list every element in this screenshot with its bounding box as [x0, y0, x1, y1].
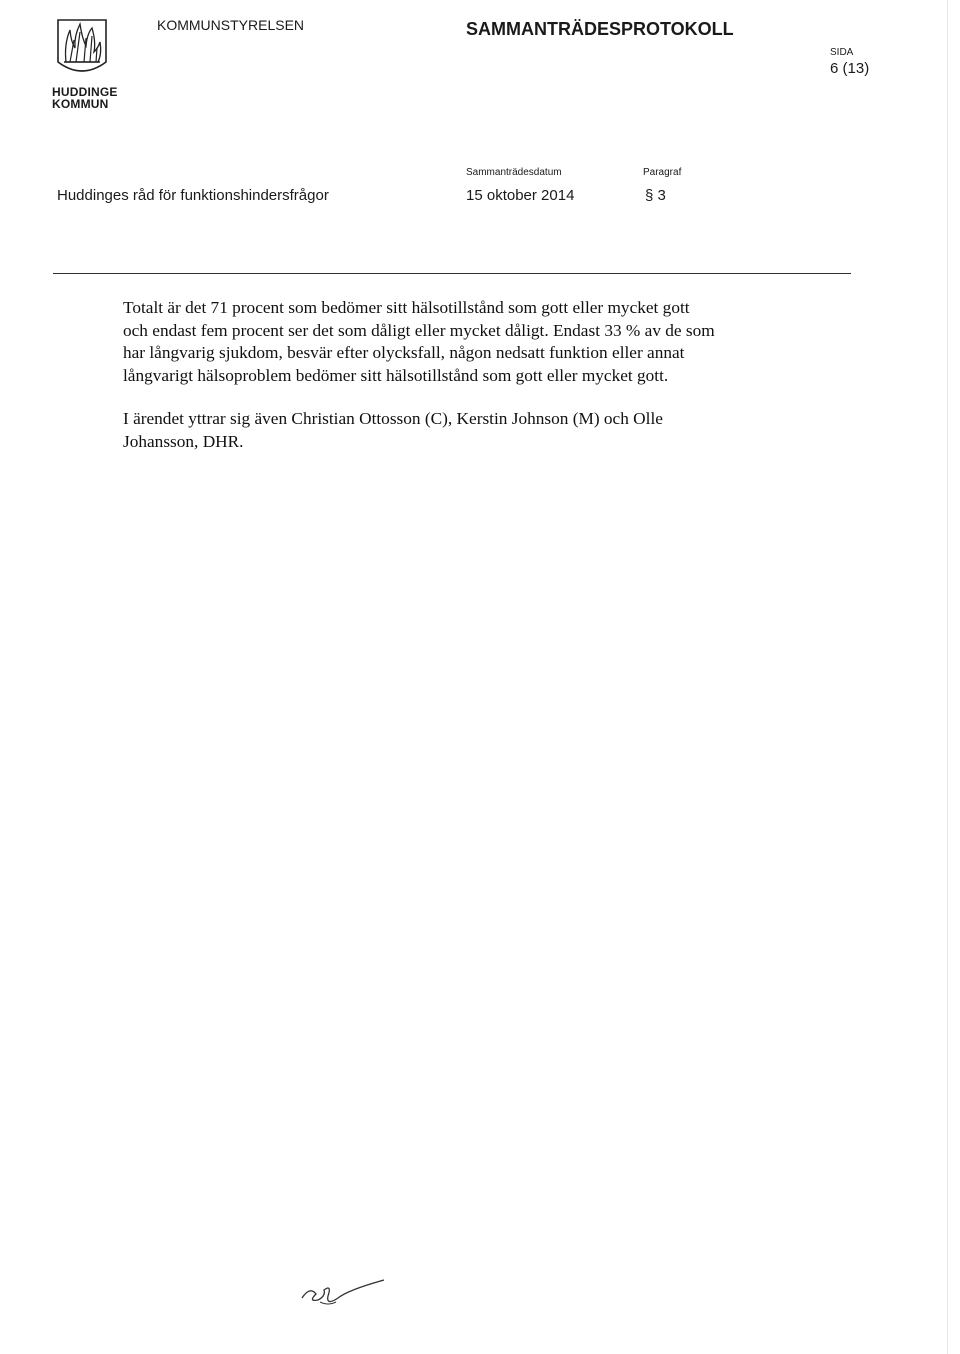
body-line: långvarigt hälsoproblem bedömer sitt hälsotillstånd som gott eller mycket gott.	[123, 365, 669, 385]
committee-name: Huddinges råd för funktionshindersfrågor	[57, 187, 329, 204]
meeting-date-value: 15 oktober 2014	[466, 187, 575, 204]
body-paragraph-2	[123, 408, 803, 453]
page-label: SIDA	[830, 47, 854, 58]
body-line: har långvarig sjukdom, besvär efter olycksfall, någon nedsatt funktion eller annat	[123, 343, 685, 362]
municipality-logo	[56, 18, 108, 80]
handwritten-initials-signature	[298, 1272, 388, 1312]
logo-wordmark	[52, 86, 118, 110]
logo-text-line2: KOMMUN	[52, 97, 109, 111]
body-line: Totalt är det 71 procent som bedömer sitt hälsotillstånd som gott eller mycket gott	[123, 298, 690, 317]
document-type-title: SAMMANTRÄDESPROTOKOLL	[466, 19, 734, 39]
flame-crest-icon	[56, 18, 108, 80]
meeting-date-label: Sammanträdesdatum	[466, 167, 562, 178]
scan-edge	[947, 0, 948, 1354]
logo-text-line1: HUDDINGE	[52, 85, 118, 99]
body-paragraph-1	[123, 297, 803, 387]
page-number: 6 (13)	[830, 60, 870, 77]
organization-name: KOMMUNSTYRELSEN	[157, 17, 305, 33]
header-divider	[53, 273, 851, 274]
paragraph-number: § 3	[645, 187, 666, 204]
body-line: och endast fem procent ser det som dåligt eller mycket dåligt. Endast 33 % av de som	[123, 320, 715, 340]
body-line: Johansson, DHR.	[123, 431, 244, 451]
body-line: I ärendet yttrar sig även Christian Ottosson (C), Kerstin Johnson (M) och Olle	[123, 409, 663, 428]
paragraph-label: Paragraf	[643, 167, 682, 178]
